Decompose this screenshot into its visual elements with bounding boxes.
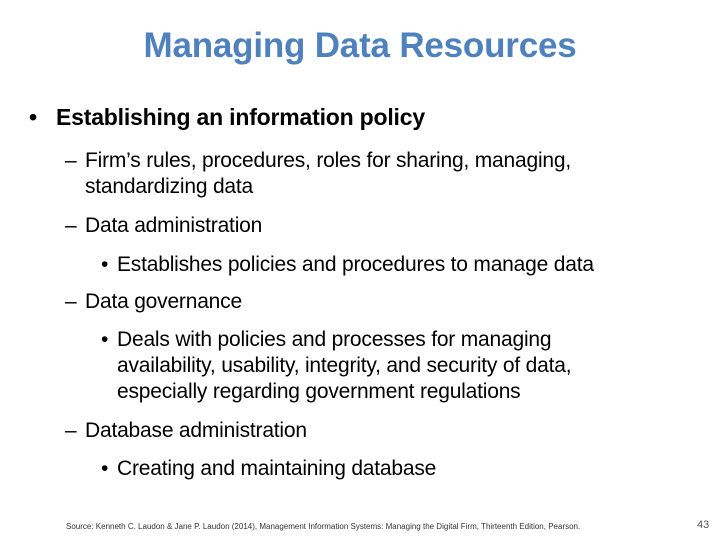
- bullet-marker: •: [101, 328, 109, 351]
- sub-item-text: Data governance: [85, 290, 242, 313]
- dash-marker: –: [65, 290, 77, 313]
- sub-sub-item-text-line-3: especially regarding government regulations: [117, 380, 521, 403]
- bullet-marker: •: [29, 104, 37, 130]
- source-citation: Source: Kenneth C. Laudon & Jane P. Laudon (2014), Management Information Systems: Managing the Digital Firm, Thirteenth Edition, Pearson.: [66, 522, 581, 531]
- dash-marker: –: [65, 419, 77, 442]
- sub-item-text-line-1: Firm’s rules, procedures, roles for sharing, managing,: [85, 149, 572, 172]
- sub-item-text: Data administration: [85, 214, 263, 237]
- sub-item-text-line-2: standardizing data: [85, 175, 254, 198]
- dash-marker: –: [65, 214, 77, 237]
- bullet-marker: •: [101, 253, 109, 276]
- slide-title: Managing Data Resources: [143, 26, 577, 65]
- page-number: 43: [697, 519, 710, 531]
- sub-sub-item-text: Establishes policies and procedures to manage data: [117, 253, 594, 276]
- dash-marker: –: [65, 149, 77, 172]
- bullet-marker: •: [101, 457, 109, 480]
- bullet-text: Establishing an information policy: [56, 104, 425, 130]
- sub-sub-item-text-line-1: Deals with policies and processes for managing: [117, 328, 552, 351]
- sub-sub-item-text-line-2: availability, usability, integrity, and security of data,: [117, 354, 572, 377]
- sub-sub-item-text: Creating and maintaining database: [117, 457, 437, 480]
- sub-item-text: Database administration: [85, 419, 307, 442]
